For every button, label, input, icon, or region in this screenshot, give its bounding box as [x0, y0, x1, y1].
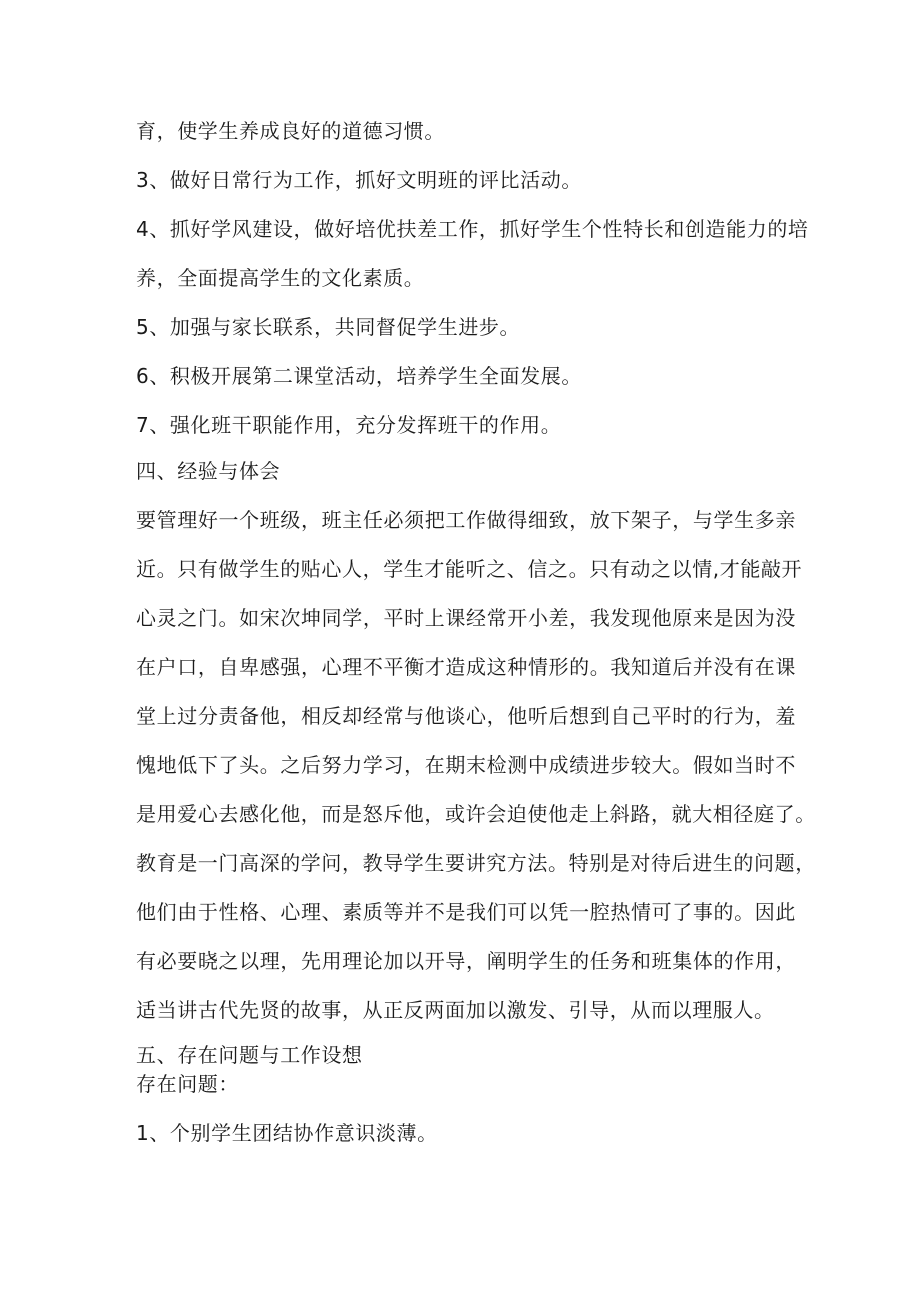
- section-heading-5: 五、存在问题与工作设想: [136, 1043, 363, 1067]
- list-item-4: 4、抓好学风建设，做好培优扶差工作，抓好学生个性特长和创造能力的培: [136, 217, 809, 241]
- subheading: 存在问题：: [136, 1072, 239, 1096]
- paragraph-line: 教育是一门高深的学问，教导学生要讲究方法。特别是对待后进生的问题，: [136, 851, 816, 875]
- paragraph-line: 堂上过分责备他，相反却经常与他谈心，他听后想到自己平时的行为，羞: [136, 704, 796, 728]
- paragraph-line: 要管理好一个班级，班主任必须把工作做得细致，放下架子，与学生多亲: [136, 508, 796, 532]
- list-item-7: 7、强化班干职能作用，充分发挥班干的作用。: [136, 413, 562, 437]
- section-heading-4: 四、经验与体会: [136, 459, 281, 483]
- paragraph-line: 是用爱心去感化他，而是怒斥他，或许会迫使他走上斜路，就大相径庭了。: [136, 802, 816, 826]
- list-item-3: 3、做好日常行为工作，抓好文明班的评比活动。: [136, 168, 582, 192]
- list-item-5: 5、加强与家长联系，共同督促学生进步。: [136, 315, 521, 339]
- paragraph-line: 愧地低下了头。之后努力学习，在期末检测中成绩进步较大。假如当时不: [136, 753, 796, 777]
- paragraph-line: 适当讲古代先贤的故事，从正反两面加以激发、引导，从而以理服人。: [136, 998, 775, 1022]
- text-line: 养，全面提高学生的文化素质。: [136, 266, 425, 290]
- paragraph-line: 有必要晓之以理，先用理论加以开导，阐明学生的任务和班集体的作用，: [136, 949, 796, 973]
- list-item-6: 6、积极开展第二课堂活动，培养学生全面发展。: [136, 364, 582, 388]
- paragraph-line: 近。只有做学生的贴心人，学生才能听之、信之。只有动之以情,才能敲开: [136, 557, 803, 581]
- paragraph-line: 在户口，自卑感强，心理不平衡才造成这种情形的。我知道后并没有在课: [136, 655, 796, 679]
- paragraph-line: 心灵之门。如宋次坤同学，平时上课经常开小差，我发现他原来是因为没: [136, 606, 796, 630]
- text-line: 育，使学生养成良好的道德习惯。: [136, 119, 445, 143]
- paragraph-line: 他们由于性格、心理、素质等并不是我们可以凭一腔热情可了事的。因此: [136, 900, 796, 924]
- list-item-1: 1、个别学生团结协作意识淡薄。: [136, 1121, 438, 1145]
